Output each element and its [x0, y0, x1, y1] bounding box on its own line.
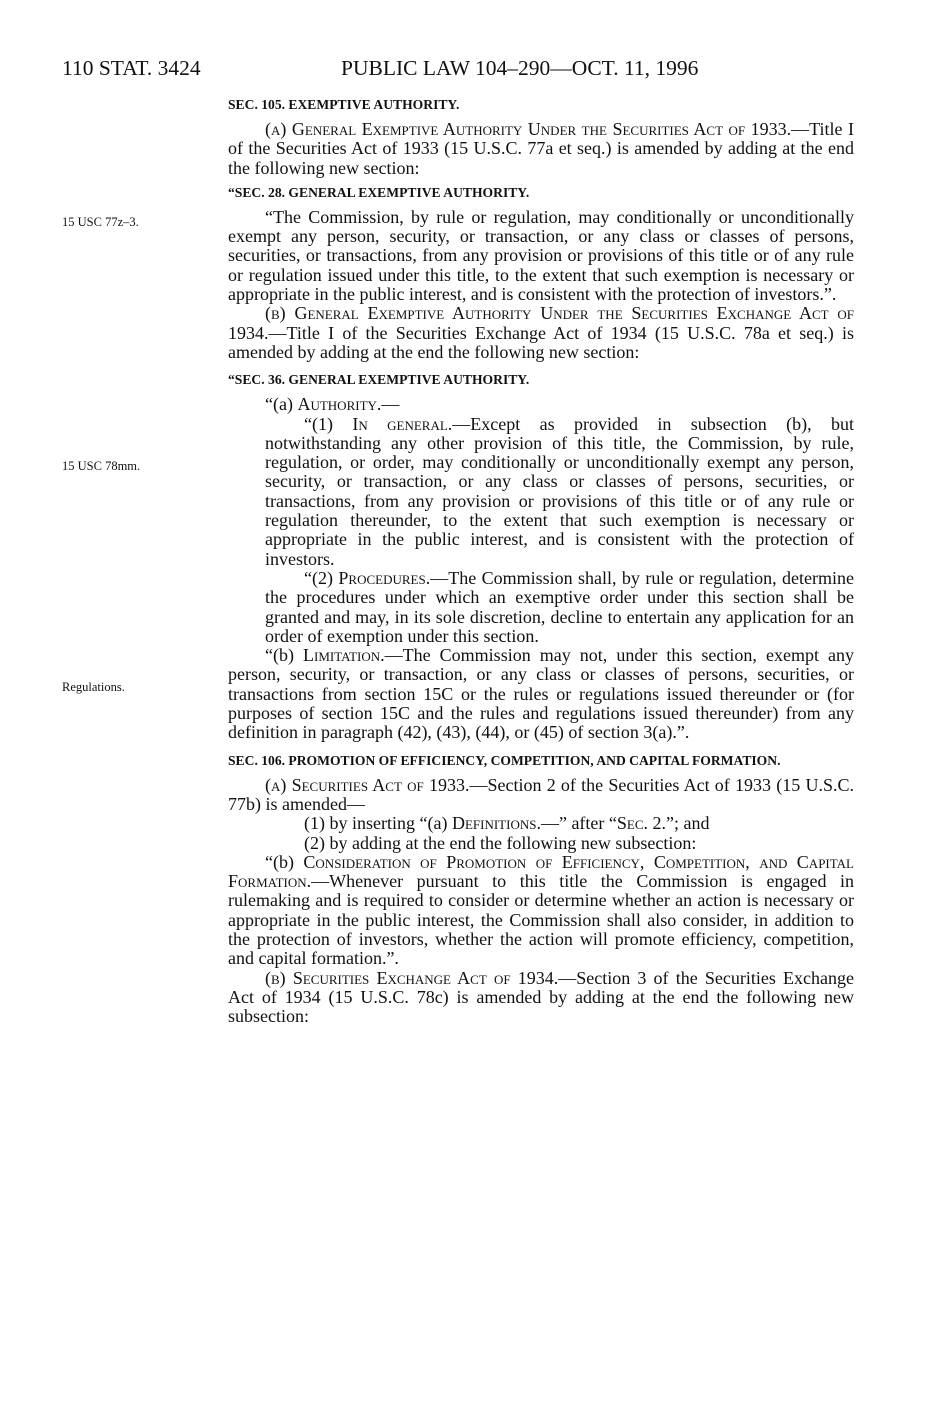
sec36-a1-prefix: “(1): [304, 413, 353, 434]
sec36-b-caption: Limitation.: [303, 645, 385, 666]
sec36-a2-text: [228, 569, 854, 646]
sec28-text: “The Commission, by rule or regulation, may conditionally or unconditionally exempt any person, security, or transaction, or any class or classes of persons, securities, or transactions, from any provision or provisions of this title or of any rule or regulation issued under this title, to the extent that such exemption is necessary or appropriate in the public interest, and is consistent with the protection of investors.”.: [228, 206, 854, 305]
sec36-a2-prefix: “(2): [304, 567, 339, 588]
sec106-a1-sec: Sec.: [616, 813, 649, 834]
sec105-b-caption: (b) General Exemptive Authority Under the Securities Exchange Act of 1934.: [228, 303, 854, 343]
sec105-paragraph-a: [228, 120, 854, 178]
sec36-a-caption: Authority.: [297, 394, 382, 415]
body-text: [228, 96, 854, 1026]
sec105-a-text: —Title I of the Securities Act of 1933 (15 U.S.C. 77a et seq.) is amended by adding at the end the following new section:: [228, 119, 854, 178]
sec106-heading: SEC. 106. PROMOTION OF EFFICIENCY, COMPETITION, AND CAPITAL FORMATION.: [228, 752, 781, 768]
sec106-b-text: —Section 3 of the Securities Exchange Act of 1934 (15 U.S.C. 78c) is amended by adding at the end the following new subsection:: [228, 967, 854, 1027]
sec106-a1-post: 2.”; and: [648, 813, 710, 834]
sec106-a1-prefix: (1) by inserting “(a): [304, 813, 452, 834]
sec106-b-caption: (b) Securities Exchange Act of 1934.: [265, 967, 559, 988]
sec105-heading: SEC. 105. EXEMPTIVE AUTHORITY.: [228, 97, 460, 112]
sec106-paragraph-a: [228, 776, 854, 815]
sec105-b-text: —Title I of the Securities Exchange Act of 1934 (15 U.S.C. 78a et seq.) is amended by adding at the end the following new section:: [228, 322, 854, 362]
sec36-a1-caption: In general.: [352, 413, 453, 434]
sec105-a-caption: (a) General Exemptive Authority Under the Securities Act of 1933.: [265, 119, 792, 139]
sec36-heading: “SEC. 36. GENERAL EXEMPTIVE AUTHORITY.: [228, 372, 530, 388]
sec106-a-text: —Section 2 of the Securities Act of 1933 (15 U.S.C. 77b) is amended—: [228, 774, 854, 814]
margin-note-regulations: Regulations.: [62, 680, 125, 694]
sec106-a1: [228, 814, 854, 833]
page-header-law: PUBLIC LAW 104–290—OCT. 11, 1996: [341, 56, 699, 80]
sec36-a2-body: —The Commission shall, by rule or regulation, determine the procedures under which an exemptive order under this section shall be granted and may, in its sole discretion, decline to entertain any application for an order of exemption under this section.: [265, 567, 854, 646]
sec36-b-text: [228, 646, 854, 742]
sec106-paragraph-b: [228, 969, 854, 1027]
sec36-a1-body: —Except as provided in subsection (b), but notwithstanding any other provision of this title, the Commission, by rule, regulation, or order, may conditionally or unconditionally exempt any person, security, or transaction, or any class or classes of persons, securities, or transactions, from any provision or provisions of this title or of any rule or regulation thereunder, to the extent that such exemption is necessary or appropriate in the public interest, and is consistent with the protection of investors.: [265, 413, 854, 569]
sec106-quoted-b-prefix: “(b): [265, 851, 304, 872]
sec36-b-prefix: “(b): [265, 645, 304, 666]
sec106-a1-caption: Definitions.: [451, 813, 541, 834]
sec105-paragraph-b: [228, 304, 854, 362]
sec36-a-dash: —: [381, 394, 400, 415]
sec106-a-caption: (a) Securities Act of 1933.: [265, 774, 470, 795]
sec36-a-heading: [228, 395, 854, 414]
sec106-quoted-b-body: —Whenever pursuant to this title the Commission is engaged in rulemaking and is required to consider or determine whether an action is necessary or appropriate in the public interest, the Commission shall also consider, in addition to the protection of investors, whether the action will promote efficiency, competition, and capital formation.”.: [228, 871, 854, 969]
sec36-a1-text: [228, 415, 854, 569]
sec106-a1-mid: —” after “: [540, 813, 617, 834]
sec36-b-body: —The Commission may not, under this section, exempt any person, security, or transaction, or any class or classes of persons, securities, or transactions from section 15C or the rules or regulations issued thereunder or (for purposes of section 15C and the rules and regulations issued thereunder) from any definition in paragraph (42), (43), (44), or (45) of section 3(a).”.: [228, 645, 854, 743]
page-header-stat: 110 STAT. 3424: [62, 56, 201, 80]
sec36-a-prefix: “(a): [265, 394, 298, 415]
margin-note-usc-78mm: 15 USC 78mm.: [62, 459, 141, 473]
sec106-quoted-b: [228, 853, 854, 969]
sec28-heading: “SEC. 28. GENERAL EXEMPTIVE AUTHORITY.: [228, 184, 530, 200]
sec36-a2-caption: Procedures.: [338, 567, 431, 588]
sec106-quoted-b-caption: Consideration of Promotion of Efficiency, Competition, and Capital Formation.: [228, 851, 854, 892]
sec106-a2: (2) by adding at the end the following new subsection:: [304, 832, 697, 853]
margin-note-usc-77z3: 15 USC 77z–3.: [62, 215, 139, 229]
